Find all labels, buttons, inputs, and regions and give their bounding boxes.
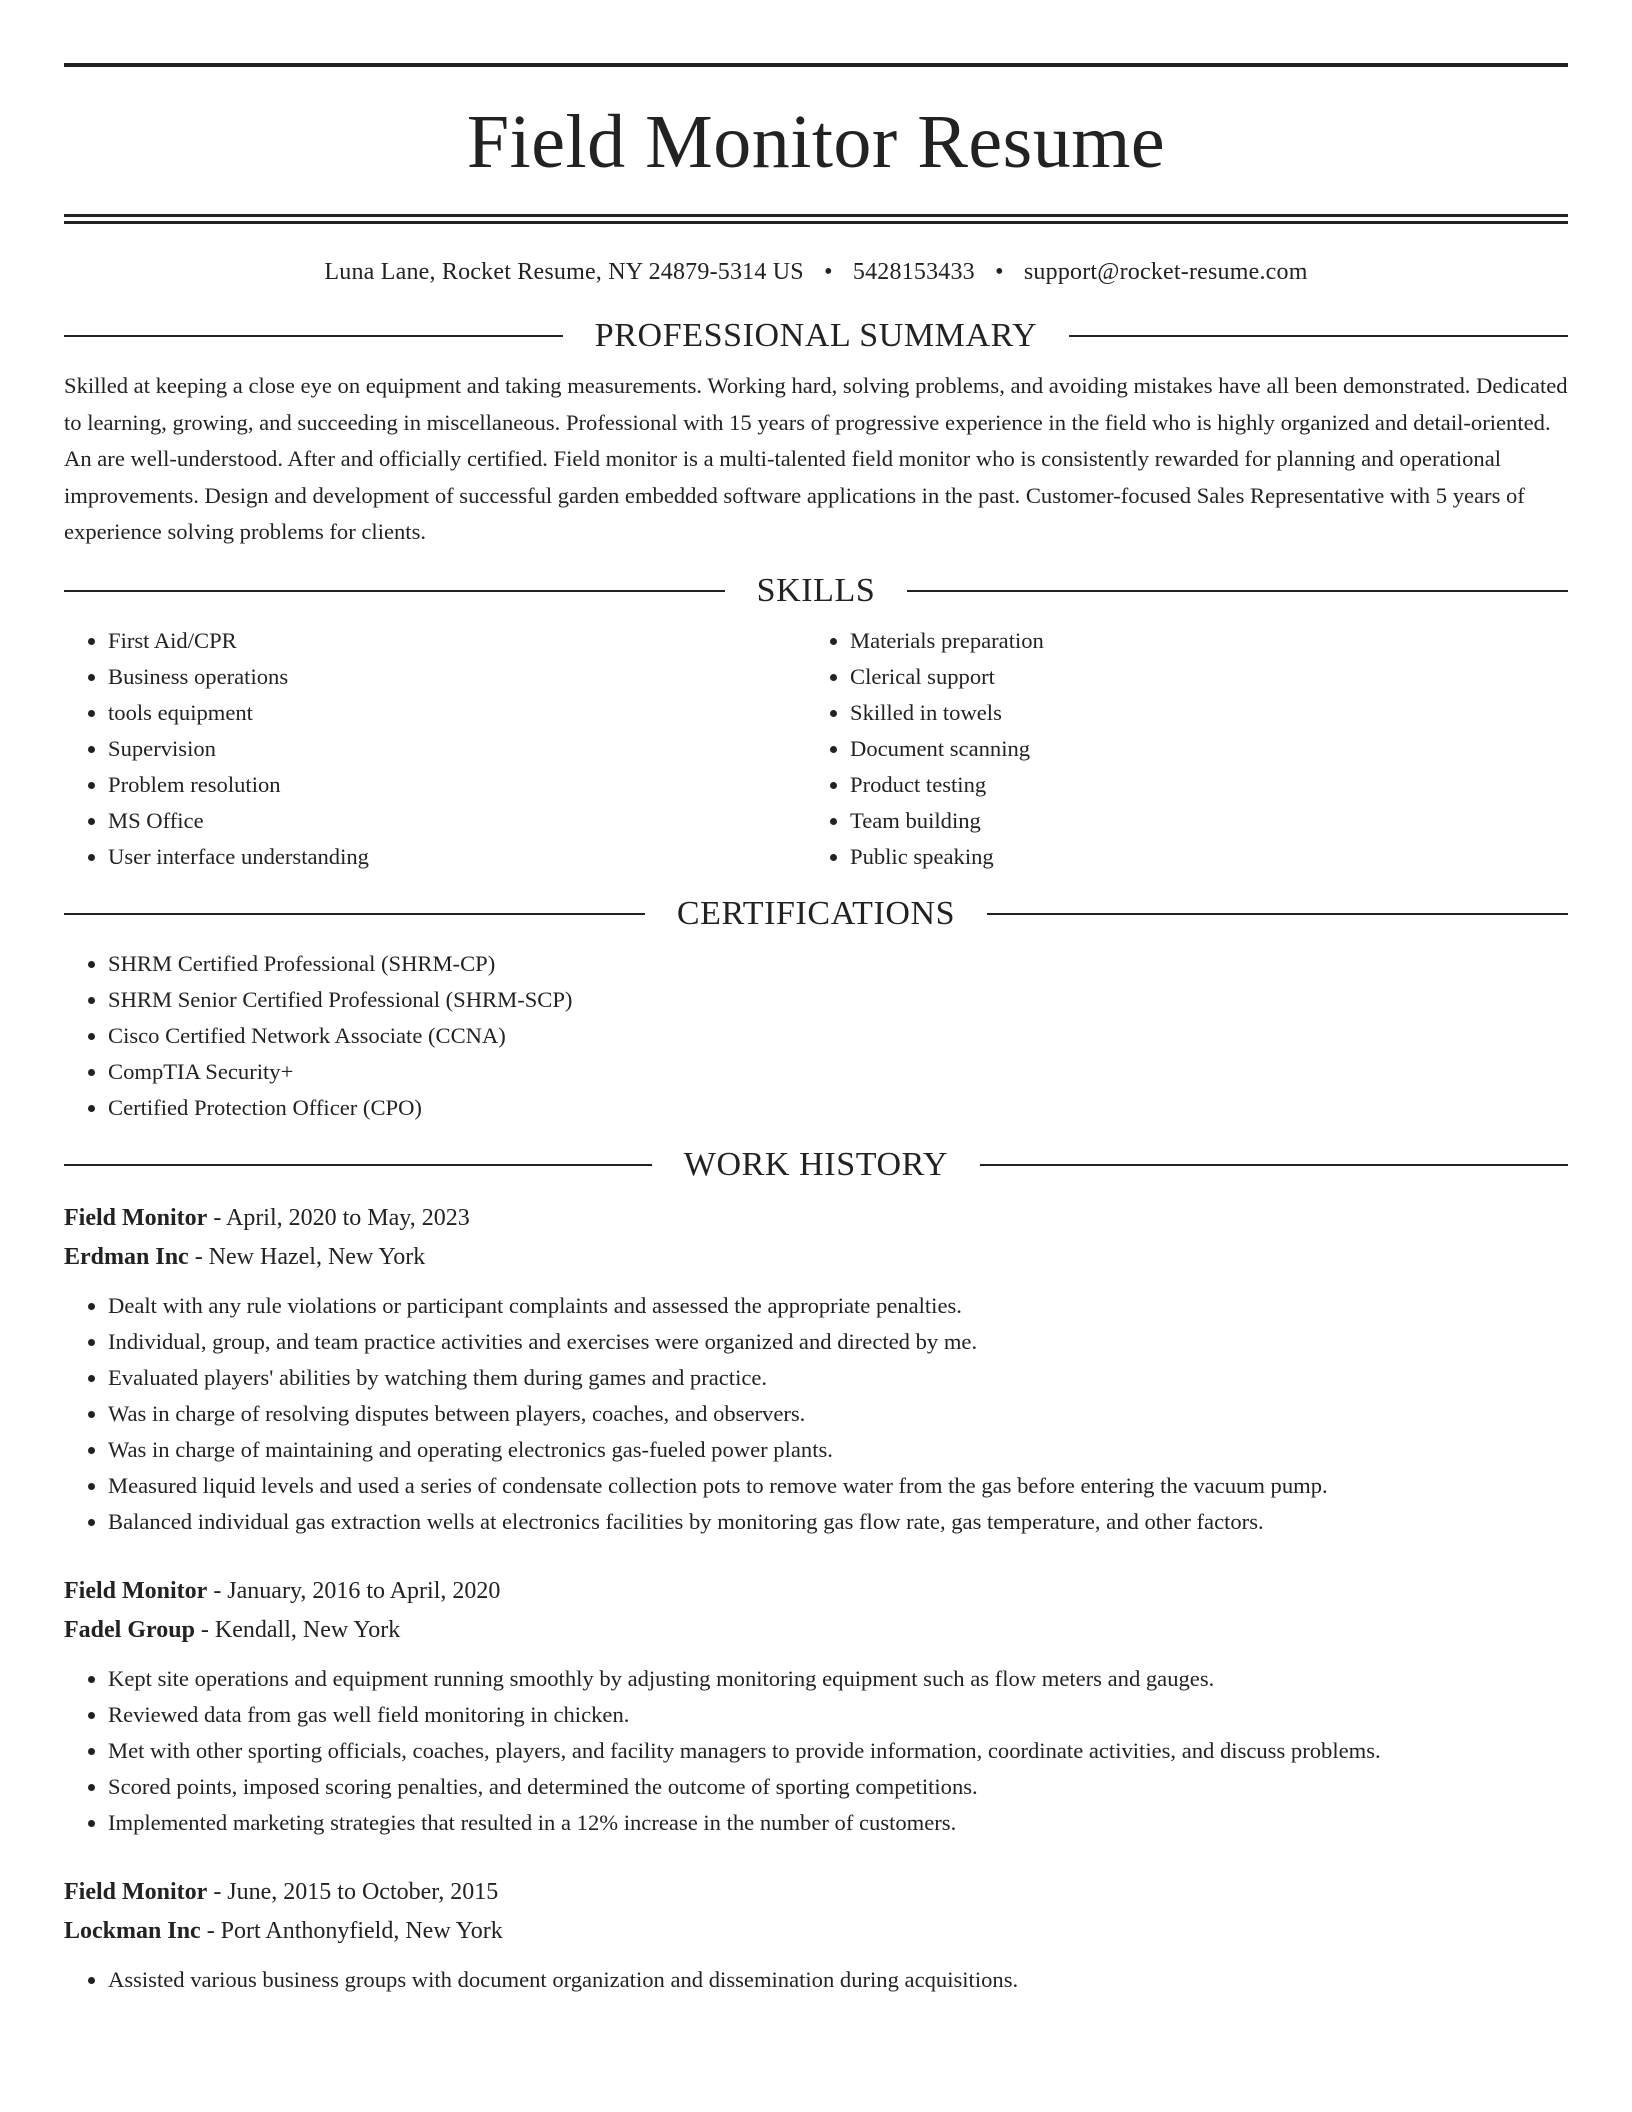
section-rule xyxy=(64,913,645,915)
job-bullets xyxy=(64,1661,1568,1841)
top-rule xyxy=(64,63,1568,67)
job-title: Field Monitor xyxy=(64,1577,208,1604)
certification-item: • SHRM Certified Professional (SHRM-CP) xyxy=(108,946,1568,982)
skills-grid xyxy=(64,623,1568,875)
section-rule xyxy=(987,913,1568,915)
job-location: - New Hazel, New York xyxy=(188,1243,426,1270)
job-bullet: • Was in charge of maintaining and operating electronics gas-fueled power plants. xyxy=(108,1432,1568,1468)
skill-item: • MS Office xyxy=(108,803,806,839)
job-bullet: • Balanced individual gas extraction wells at electronics facilities by monitoring gas flow rate, gas temperature, and other factors. xyxy=(108,1504,1568,1540)
skill-item: • First Aid/CPR xyxy=(108,623,806,659)
section-title: WORK HISTORY xyxy=(683,1145,949,1183)
skill-item: • Product testing xyxy=(850,767,1548,803)
job-bullet: • Individual, group, and team practice activities and exercises were organized and directed by me. xyxy=(108,1324,1568,1360)
job-company-line xyxy=(64,1912,1568,1951)
title-double-rule xyxy=(64,214,1568,224)
section-rule xyxy=(907,590,1568,592)
section-title: PROFESSIONAL SUMMARY xyxy=(594,317,1038,354)
skill-item: • Supervision xyxy=(108,731,806,767)
job-bullet: • Was in charge of resolving disputes between players, coaches, and observers. xyxy=(108,1396,1568,1432)
section-rule xyxy=(64,590,725,592)
job-bullet: • Met with other sporting officials, coaches, players, and facility managers to provide information, coordinate activities, and discuss problems. xyxy=(108,1733,1568,1769)
job-title: Field Monitor xyxy=(64,1204,208,1231)
job-entry xyxy=(64,1199,1568,1540)
job-company: Erdman Inc xyxy=(64,1243,189,1270)
job-bullet: • Assisted various business groups with document organization and dissemination during acquisitions. xyxy=(108,1962,1568,1998)
certification-item: • Cisco Certified Network Associate (CCNA) xyxy=(108,1018,1568,1054)
skill-item: • tools equipment xyxy=(108,695,806,731)
skill-item: • Team building xyxy=(850,803,1548,839)
skill-item: • Skilled in towels xyxy=(850,695,1548,731)
section-header-skills xyxy=(64,571,1568,609)
job-bullet: • Scored points, imposed scoring penalties, and determined the outcome of sporting competitions. xyxy=(108,1769,1568,1805)
job-title-line xyxy=(64,1199,1568,1238)
section-title: CERTIFICATIONS xyxy=(676,894,956,932)
contact-line xyxy=(64,259,1568,286)
contact-address: Luna Lane, Rocket Resume, NY 24879-5314 US xyxy=(324,259,804,285)
section-title: SKILLS xyxy=(756,571,876,609)
summary-text: Skilled at keeping a close eye on equipment and taking measurements. Working hard, solving problems, and avoiding mistakes have all been demonstrated. Dedicated to learning, growing, and succeeding in miscellaneous. Professional with 15 years of progressive experience in the field who is highly organized and detail-oriented. An are well-understood. After and officially certified. Field monitor is a multi-talented field monitor who is consistently rewarded for planning and operational improvements. Design and development of successful garden embedded software applications in the past. Customer-focused Sales Representative with 5 years of experience solving problems for clients. xyxy=(64,373,1568,544)
job-company: Fadel Group xyxy=(64,1616,195,1643)
skill-item: • Document scanning xyxy=(850,731,1548,767)
job-dates: - January, 2016 to April, 2020 xyxy=(207,1577,501,1604)
job-title-line xyxy=(64,1572,1568,1611)
section-rule xyxy=(1069,335,1568,337)
section-rule xyxy=(64,1164,652,1166)
job-bullet: • Dealt with any rule violations or participant complaints and assessed the appropriate penalties. xyxy=(108,1288,1568,1324)
skill-item: • User interface understanding xyxy=(108,839,806,875)
section-rule xyxy=(980,1164,1568,1166)
contact-separator: • xyxy=(824,259,833,285)
skill-item: • Business operations xyxy=(108,659,806,695)
section-header-summary xyxy=(64,319,1568,353)
job-bullet: • Implemented marketing strategies that resulted in a 12% increase in the number of customers. xyxy=(108,1805,1568,1841)
job-bullet: • Kept site operations and equipment running smoothly by adjusting monitoring equipment such as flow meters and gauges. xyxy=(108,1661,1568,1697)
contact-separator: • xyxy=(995,259,1004,285)
certification-item: • Certified Protection Officer (CPO) xyxy=(108,1090,1568,1126)
job-title: Field Monitor xyxy=(64,1878,208,1905)
skills-column-left xyxy=(64,623,806,875)
job-dates: - June, 2015 to October, 2015 xyxy=(207,1878,499,1905)
skills-column-right xyxy=(806,623,1548,875)
section-rule xyxy=(64,335,563,337)
job-bullet: • Reviewed data from gas well field monitoring in chicken. xyxy=(108,1697,1568,1733)
section-header-work-history xyxy=(64,1145,1568,1183)
job-entry xyxy=(64,1572,1568,1841)
page-title: Field Monitor Resume xyxy=(466,100,1166,184)
skill-item: • Materials preparation xyxy=(850,623,1548,659)
job-company-line xyxy=(64,1238,1568,1277)
certification-item: • SHRM Senior Certified Professional (SHRM-SCP) xyxy=(108,982,1568,1018)
job-company: Lockman Inc xyxy=(64,1917,201,1944)
job-bullets xyxy=(64,1288,1568,1540)
job-bullets xyxy=(64,1962,1568,1998)
job-bullet: • Measured liquid levels and used a series of condensate collection pots to remove water from the gas before entering the vacuum pump. xyxy=(108,1468,1568,1504)
job-company-line xyxy=(64,1611,1568,1650)
contact-phone: 5428153433 xyxy=(852,259,975,285)
skill-item: • Public speaking xyxy=(850,839,1548,875)
job-title-line xyxy=(64,1873,1568,1912)
job-location: - Kendall, New York xyxy=(194,1616,401,1643)
certifications-list xyxy=(64,946,1568,1126)
certification-item: • CompTIA Security+ xyxy=(108,1054,1568,1090)
skill-item: • Problem resolution xyxy=(108,767,806,803)
section-header-certifications xyxy=(64,894,1568,932)
job-dates: - April, 2020 to May, 2023 xyxy=(207,1204,470,1231)
job-entry xyxy=(64,1873,1568,1998)
contact-email: support@rocket-resume.com xyxy=(1023,259,1308,285)
skill-item: • Clerical support xyxy=(850,659,1548,695)
job-location: - Port Anthonyfield, New York xyxy=(200,1917,503,1944)
job-bullet: • Evaluated players' abilities by watching them during games and practice. xyxy=(108,1360,1568,1396)
